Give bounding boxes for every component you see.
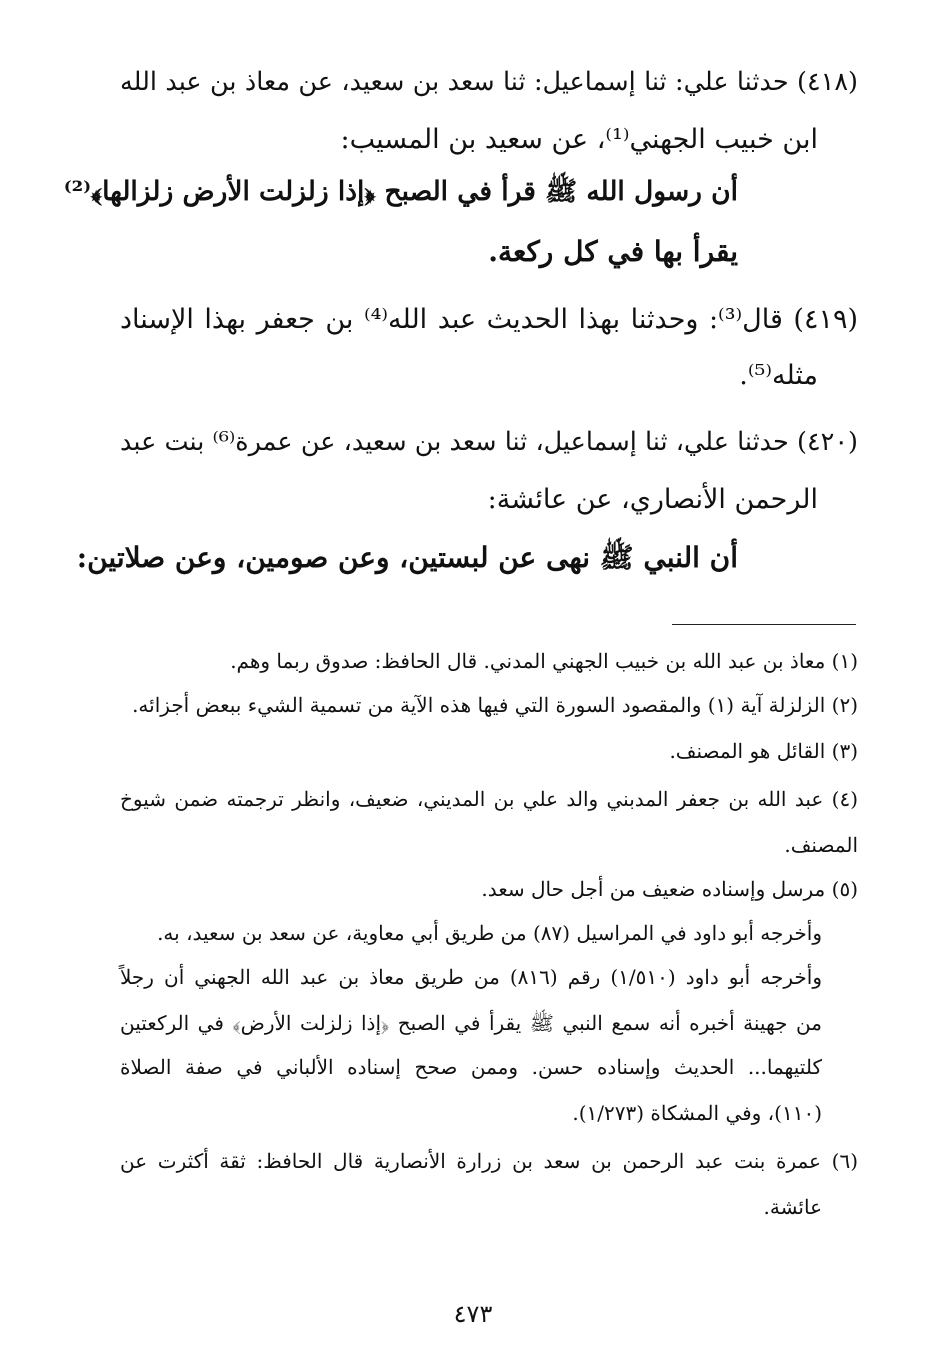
footnote-2: (٢) الزلزلة آية (١) والمقصود السورة التي فيها هذه الآية من تسمية الشيء ببعض أجزائه. <box>132 693 858 717</box>
footnote-6-line-1: (٦) عمرة بنت عبد الرحمن بن سعد بن زرارة الأنصارية قال الحافظ: ثقة أكثرت عن <box>120 1149 858 1173</box>
hadith-420-line-1: (٤٢٠) حدثنا علي، ثنا إسماعيل، ثنا سعد بن سعيد، عن عمرة⁽⁶⁾ بنت عبد <box>120 427 858 457</box>
hadith-418-line-1: (٤١٨) حدثنا علي: ثنا إسماعيل: ثنا سعد بن سعيد، عن معاذ بن عبد الله <box>120 67 858 97</box>
footnote-5-line-2: وأخرجه أبو داود في المراسيل (٨٧) من طريق أبي معاوية، عن سعد بن سعيد، به. <box>157 921 822 945</box>
hadith-419-line-1: (٤١٩) قال⁽³⁾: وحدثنا بهذا الحديث عبد الله⁽⁴⁾ بن جعفر بهذا الإسناد <box>120 304 859 335</box>
footnote-4-line-2: المصنف. <box>784 833 858 857</box>
footnote-divider <box>672 624 856 625</box>
hadith-418-matn-line-2: يقرأ بها في كل ركعة. <box>488 235 738 268</box>
hadith-418-line-2: ابن خبيب الجهني⁽¹⁾، عن سعيد بن المسيب: <box>340 124 818 155</box>
hadith-420-line-2: الرحمن الأنصاري، عن عائشة: <box>487 484 818 515</box>
footnote-4-line-1: (٤) عبد الله بن جعفر المدبني والد علي بن المديني، ضعيف، وانظر ترجمته ضمن شيوخ <box>120 787 858 811</box>
footnote-5-line-6: (١١٠)، وفي المشكاة (١/٢٧٣). <box>572 1101 822 1125</box>
page-number: ٤٧٣ <box>453 1300 493 1328</box>
hadith-420-matn: أن النبي ﷺ نهى عن لبستين، وعن صومين، وعن صلاتين: <box>76 541 738 574</box>
footnote-6-line-2: عائشة. <box>763 1195 822 1219</box>
footnote-3: (٣) القائل هو المصنف. <box>669 739 858 763</box>
footnote-5-line-3: وأخرجه أبو داود (١/٥١٠) رقم (٨١٦) من طريق معاذ بن عبد الله الجهني أن رجلاً <box>120 965 822 989</box>
footnote-5-line-5: كلتيهما... الحديث وإسناده حسن. وممن صحح إسناده الألباني في صفة الصلاة <box>120 1055 822 1079</box>
hadith-418-matn-line-1: أن رسول الله ﷺ قرأ في الصبح ﴿إذا زلزلت الأرض زلزالها﴾⁽²⁾ <box>63 176 738 207</box>
footnote-1: (١) معاذ بن عبد الله بن خبيب الجهني المدني. قال الحافظ: صدوق ربما وهم. <box>230 649 858 673</box>
hadith-419-line-2: مثله⁽⁵⁾. <box>739 360 818 391</box>
footnote-5-line-1: (٥) مرسل وإسناده ضعيف من أجل حال سعد. <box>481 877 858 901</box>
footnote-5-line-4: من جهينة أخبره أنه سمع النبي ﷺ يقرأ في الصبح ﴿إذا زلزلت الأرض﴾ في الركعتين <box>120 1011 822 1035</box>
